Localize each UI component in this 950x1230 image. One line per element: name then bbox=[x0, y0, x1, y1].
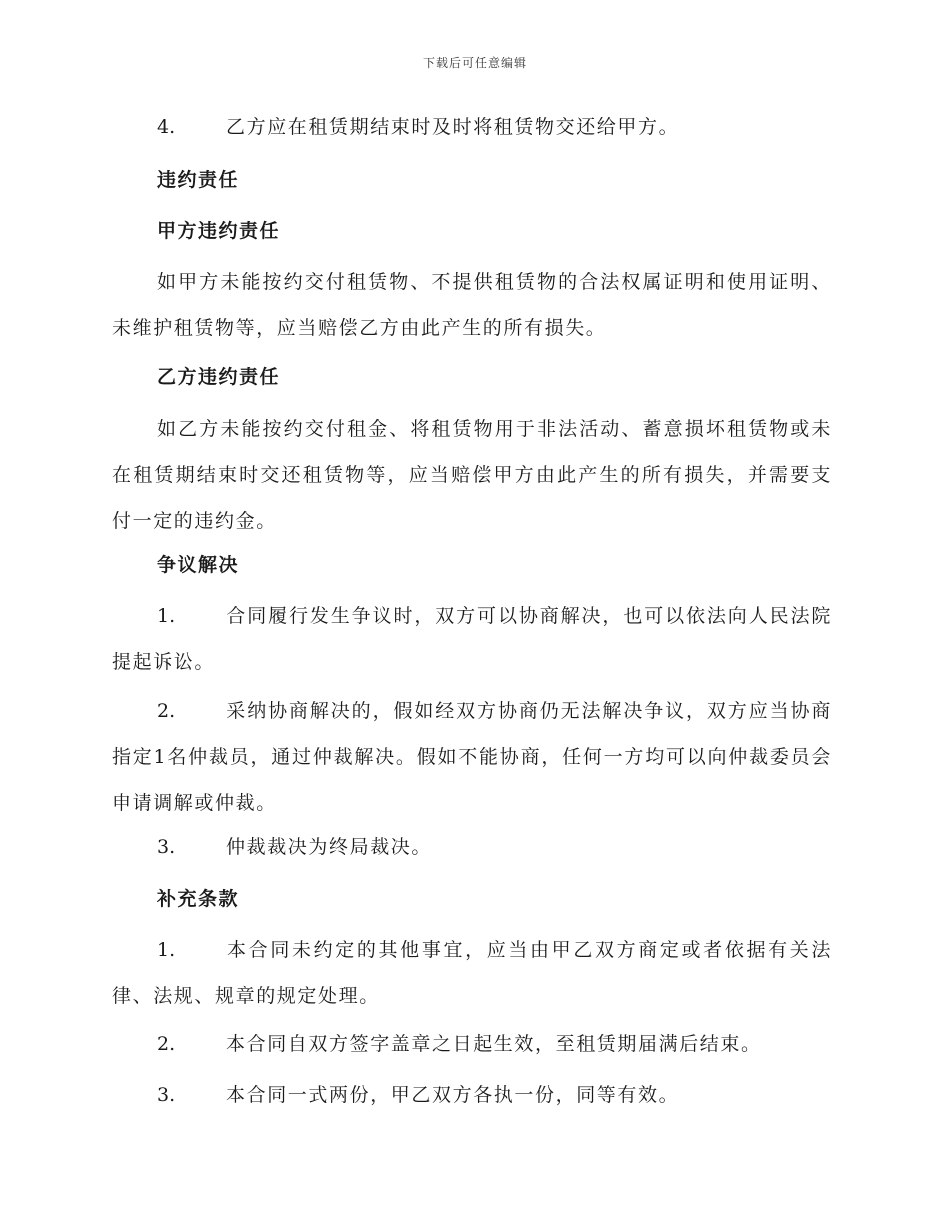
list-item bbox=[112, 927, 832, 1019]
section-heading-party-a: 甲方违约责任 bbox=[157, 220, 281, 242]
list-item-number: 2. bbox=[157, 700, 176, 722]
list-item-text: 仲裁裁决为终局裁决。 bbox=[226, 836, 433, 858]
section-heading-party-b: 乙方违约责任 bbox=[157, 366, 281, 388]
list-item bbox=[112, 104, 832, 150]
list-item-text: 本合同自双方签字盖章之日起生效，至租赁期届满后结束。 bbox=[226, 1033, 762, 1055]
list-item bbox=[112, 1021, 832, 1067]
list-item-text: 合同履行发生争议时，双方可以协商解决，也可以依法向人民法院提起诉讼。 bbox=[112, 605, 832, 673]
list-item-text: 乙方应在租赁期结束时及时将租赁物交还给甲方。 bbox=[226, 116, 680, 138]
list-item bbox=[112, 593, 832, 685]
section-heading-breach: 违约责任 bbox=[157, 169, 240, 191]
list-item-text: 本合同一式两份，甲乙双方各执一份，同等有效。 bbox=[226, 1084, 680, 1106]
list-item-number: 1. bbox=[157, 605, 176, 627]
list-item-number: 3. bbox=[157, 1084, 176, 1106]
list-item-number: 2. bbox=[157, 1033, 176, 1055]
section-heading-dispute: 争议解决 bbox=[157, 554, 240, 576]
list-item bbox=[112, 688, 832, 826]
section-heading-supplement: 补充条款 bbox=[157, 888, 240, 910]
list-item-text: 本合同未约定的其他事宜，应当由甲乙双方商定或者依据有关法律、法规、规章的规定处理。 bbox=[112, 939, 832, 1007]
list-item bbox=[112, 1072, 832, 1118]
list-item-text: 采纳协商解决的，假如经双方协商仍无法解决争议，双方应当协商指定1名仲裁员，通过仲裁解决。假如不能协商，任何一方均可以向仲裁委员会申请调解或仲裁。 bbox=[112, 700, 832, 814]
list-item-number: 4. bbox=[157, 116, 176, 138]
paragraph-party-b: 如乙方未能按约交付租金、将租赁物用于非法活动、蓄意损坏租赁物或未在租赁期结束时交还租赁物等，应当赔偿甲方由此产生的所有损失，并需要支付一定的违约金。 bbox=[112, 418, 832, 532]
list-item-number: 1. bbox=[157, 939, 176, 961]
page-header: 下载后可任意编辑 bbox=[422, 56, 527, 70]
paragraph-party-a: 如甲方未能按约交付租赁物、不提供租赁物的合法权属证明和使用证明、未维护租赁物等，应当赔偿乙方由此产生的所有损失。 bbox=[112, 271, 832, 339]
list-item-number: 3. bbox=[157, 836, 176, 858]
list-item bbox=[112, 824, 832, 870]
